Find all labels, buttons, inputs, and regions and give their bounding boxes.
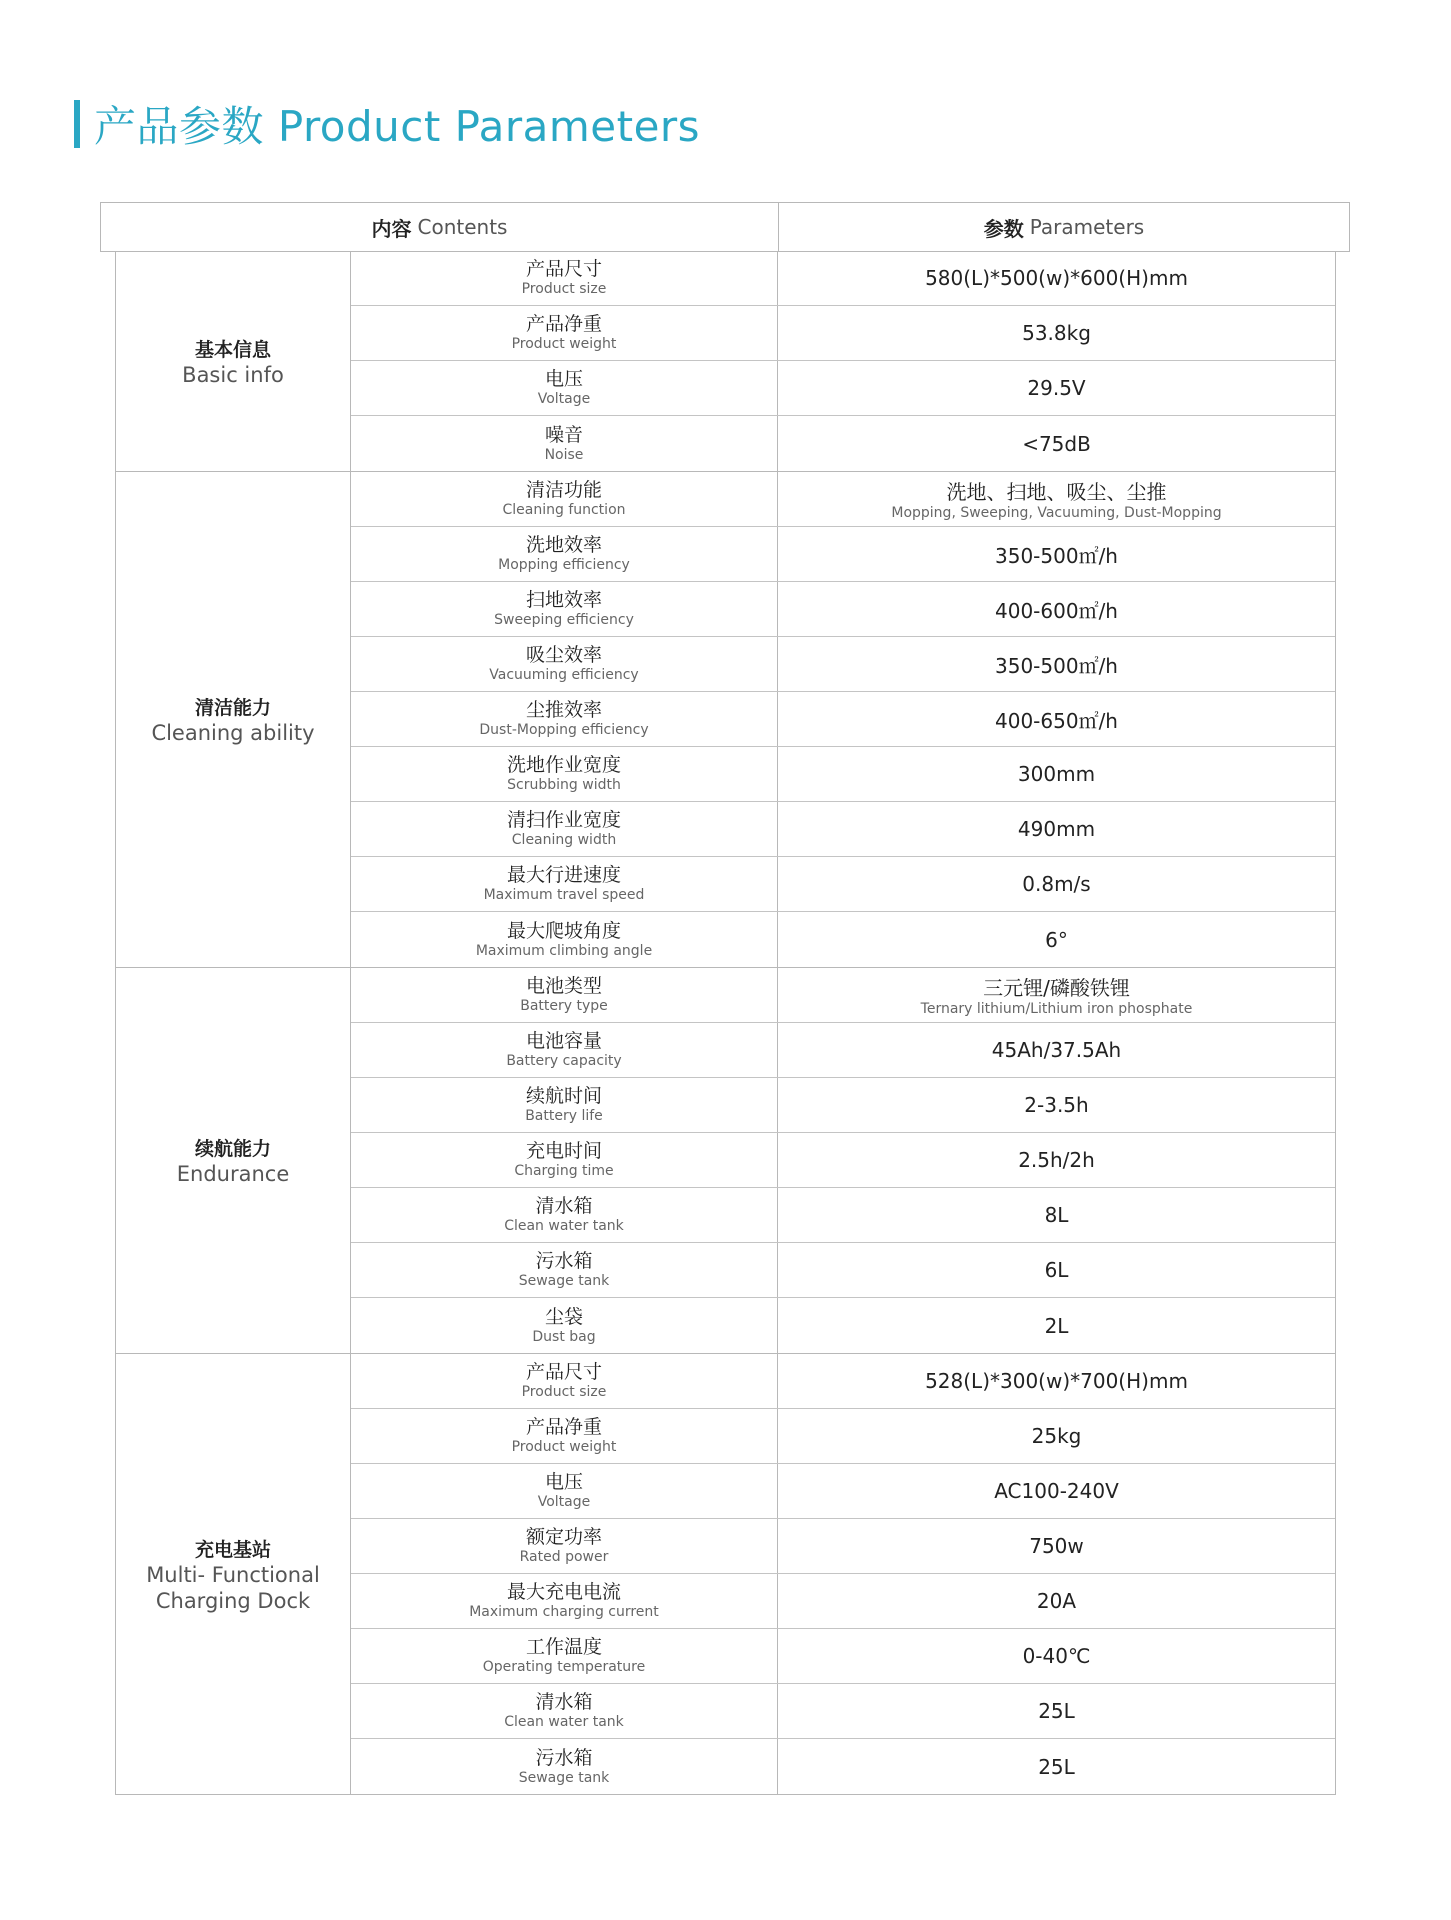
table-row — [351, 1684, 1335, 1739]
param-value — [778, 1574, 1335, 1628]
param-value-main: 580(L)*500(w)*600(H)mm — [925, 266, 1188, 290]
param-name-en: Sewage tank — [518, 1273, 610, 1289]
table-row — [351, 1188, 1335, 1243]
param-name-cn: 充电时间 — [525, 1140, 602, 1162]
param-name-cn: 尘袋 — [544, 1305, 583, 1328]
param-name-cn: 尘推效率 — [525, 699, 602, 721]
param-value — [778, 1188, 1335, 1242]
param-name-cn: 清水箱 — [535, 1195, 593, 1217]
param-name-cn: 清扫作业宽度 — [506, 809, 621, 831]
param-name-cn: 洗地作业宽度 — [506, 754, 621, 776]
param-value-sub: Mopping, Sweeping, Vacuuming, Dust-Mopping — [891, 505, 1222, 521]
table-row — [351, 1078, 1335, 1133]
param-name-en: Dust bag — [532, 1328, 596, 1345]
param-value — [778, 1354, 1335, 1408]
table-row — [351, 527, 1335, 582]
table-row — [351, 1629, 1335, 1684]
param-value-main: 0-40℃ — [1022, 1644, 1091, 1668]
param-name-en: Product weight — [511, 336, 617, 352]
param-name — [351, 1739, 778, 1794]
table-row — [351, 251, 1335, 306]
title-text: 产品参数 Product Parameters — [94, 102, 701, 151]
param-name — [351, 361, 778, 415]
param-name-cn: 扫地效率 — [525, 589, 602, 611]
param-name-cn: 污水箱 — [535, 1746, 593, 1769]
param-value — [778, 1023, 1335, 1077]
page-title — [74, 98, 700, 150]
table-row — [351, 1243, 1335, 1298]
param-name — [351, 1298, 778, 1353]
table-row — [351, 1519, 1335, 1574]
param-name — [351, 968, 778, 1022]
param-name-cn: 产品尺寸 — [525, 258, 602, 280]
param-name-cn: 最大爬坡角度 — [506, 919, 621, 942]
param-name-cn: 电池容量 — [525, 1030, 602, 1052]
param-name — [351, 1023, 778, 1077]
table-header — [100, 202, 1350, 252]
table-row — [351, 747, 1335, 802]
param-name — [351, 527, 778, 581]
param-value — [778, 361, 1335, 415]
param-name-cn: 工作温度 — [525, 1636, 602, 1658]
table-group — [116, 1354, 1335, 1795]
param-value — [778, 251, 1335, 305]
title-accent-bar — [74, 100, 80, 148]
param-name-en: Charging time — [514, 1163, 614, 1179]
param-name-en: Rated power — [519, 1549, 609, 1565]
table-row — [351, 361, 1335, 416]
param-name — [351, 1464, 778, 1518]
table-row — [351, 1354, 1335, 1409]
param-name-cn: 吸尘效率 — [525, 644, 602, 666]
param-value-main: AC100-240V — [994, 1479, 1119, 1503]
group-label-en: Basic info — [182, 362, 284, 387]
param-name-en: Mopping efficiency — [498, 557, 630, 573]
param-value — [778, 1684, 1335, 1738]
table-row — [351, 802, 1335, 857]
header-params-en: Parameters — [1029, 215, 1145, 239]
param-name-cn: 最大充电电流 — [506, 1581, 621, 1603]
header-params-cn: 参数 — [983, 216, 1024, 241]
param-value — [778, 802, 1335, 856]
param-value-main: 53.8kg — [1022, 321, 1091, 345]
param-value-main: 350-500㎡/h — [995, 653, 1118, 678]
param-name-cn: 洗地效率 — [525, 534, 602, 556]
param-value — [778, 857, 1335, 911]
param-name-cn: 电压 — [544, 1471, 583, 1493]
param-name-cn: 续航时间 — [525, 1085, 602, 1107]
param-name-en: Battery capacity — [506, 1053, 622, 1069]
group-label-en: Cleaning ability — [151, 721, 315, 745]
param-name-cn: 电池类型 — [525, 975, 602, 997]
param-value-main: 2L — [1044, 1313, 1069, 1338]
table-group — [116, 251, 1335, 472]
table-row — [351, 968, 1335, 1023]
group-label-cn: 清洁能力 — [194, 697, 271, 719]
param-value-main: 400-650㎡/h — [995, 708, 1118, 733]
param-value — [778, 1078, 1335, 1132]
group-label-cn: 基本信息 — [194, 338, 271, 361]
param-value — [778, 747, 1335, 801]
param-name-cn: 产品净重 — [525, 1416, 602, 1438]
param-name — [351, 416, 778, 471]
param-name — [351, 857, 778, 911]
table-row — [351, 1133, 1335, 1188]
param-value — [778, 582, 1335, 636]
param-value-main: 2.5h/2h — [1018, 1148, 1095, 1172]
param-value — [778, 527, 1335, 581]
param-value — [778, 306, 1335, 360]
param-name — [351, 251, 778, 305]
group-label — [116, 1354, 351, 1794]
param-name-cn: 最大行进速度 — [506, 864, 621, 886]
group-label — [116, 251, 351, 471]
param-name — [351, 582, 778, 636]
param-name-en: Noise — [544, 446, 584, 463]
table-row — [351, 1023, 1335, 1078]
param-value-main: 8L — [1044, 1203, 1069, 1227]
param-value-main: 0.8m/s — [1022, 872, 1091, 896]
table-row — [351, 1739, 1335, 1794]
param-name — [351, 1409, 778, 1463]
table-row — [351, 416, 1335, 471]
param-value-main: 6L — [1044, 1258, 1069, 1282]
param-name-en: Battery life — [525, 1108, 603, 1124]
param-name — [351, 802, 778, 856]
table-row — [351, 692, 1335, 747]
group-label-cn: 续航能力 — [194, 1138, 271, 1160]
table-row — [351, 472, 1335, 527]
param-name-cn: 清水箱 — [535, 1691, 593, 1713]
param-name — [351, 472, 778, 526]
parameters-table — [115, 251, 1336, 1795]
param-name-cn: 清洁功能 — [525, 479, 602, 501]
param-name-cn: 产品净重 — [525, 313, 602, 335]
param-value-main: 2-3.5h — [1024, 1093, 1089, 1117]
header-parameters — [779, 203, 1349, 251]
param-value — [778, 1298, 1335, 1353]
param-value-main: 300mm — [1017, 762, 1096, 786]
table-row — [351, 1464, 1335, 1519]
param-value — [778, 1243, 1335, 1297]
param-name-en: Product size — [521, 1384, 607, 1400]
param-value-main: 25L — [1038, 1699, 1075, 1723]
param-value-main: 20A — [1036, 1589, 1077, 1613]
param-name — [351, 1133, 778, 1187]
table-row — [351, 1298, 1335, 1353]
param-value — [778, 912, 1335, 967]
table-group — [116, 472, 1335, 968]
group-label-en: Endurance — [176, 1162, 290, 1186]
param-name-cn: 污水箱 — [535, 1250, 593, 1272]
param-name-en: Cleaning width — [511, 832, 617, 848]
group-label — [116, 968, 351, 1353]
param-name-en: Vacuuming efficiency — [489, 667, 639, 683]
table-row — [351, 637, 1335, 692]
param-value — [778, 1133, 1335, 1187]
param-value — [778, 1739, 1335, 1794]
param-name-cn: 噪音 — [544, 423, 583, 446]
param-name-en: Maximum climbing angle — [475, 942, 653, 959]
param-value-main: 350-500㎡/h — [995, 543, 1118, 568]
param-value — [778, 472, 1335, 526]
table-row — [351, 912, 1335, 967]
param-value-main: 750w — [1029, 1534, 1084, 1558]
param-name — [351, 912, 778, 967]
table-row — [351, 1409, 1335, 1464]
param-value-main: 528(L)*300(w)*700(H)mm — [925, 1369, 1188, 1393]
param-name-en: Product size — [521, 281, 607, 297]
param-value — [778, 1519, 1335, 1573]
param-value-main: 三元锂/磷酸铁锂 — [983, 976, 1130, 1000]
param-name-en: Maximum travel speed — [483, 887, 645, 903]
param-value — [778, 1464, 1335, 1518]
table-row — [351, 582, 1335, 637]
param-name-en: Operating temperature — [482, 1659, 646, 1675]
param-value — [778, 968, 1335, 1022]
param-value-main: 45Ah/37.5Ah — [991, 1038, 1122, 1062]
param-name-en: Product weight — [511, 1439, 617, 1455]
param-value — [778, 1409, 1335, 1463]
param-name — [351, 1574, 778, 1628]
param-name — [351, 637, 778, 691]
param-name — [351, 1629, 778, 1683]
group-label-en: Multi- Functional Charging Dock — [146, 1562, 320, 1613]
param-value-main: 29.5V — [1027, 376, 1086, 400]
param-value-main: 6° — [1045, 927, 1068, 952]
param-name — [351, 747, 778, 801]
param-name — [351, 1519, 778, 1573]
param-value-main: <75dB — [1022, 431, 1091, 456]
header-contents — [101, 203, 779, 251]
header-contents-en: Contents — [417, 215, 508, 239]
param-name-cn: 额定功率 — [525, 1526, 602, 1548]
param-name-en: Cleaning function — [502, 502, 626, 518]
table-row — [351, 306, 1335, 361]
group-label — [116, 472, 351, 967]
param-value — [778, 1629, 1335, 1683]
param-value-main: 25kg — [1031, 1424, 1082, 1448]
param-name-en: Dust-Mopping efficiency — [479, 722, 649, 738]
param-name-en: Voltage — [537, 1494, 591, 1510]
param-name-en: Clean water tank — [504, 1714, 624, 1730]
param-name-en: Scrubbing width — [507, 777, 621, 793]
param-name-en: Maximum charging current — [469, 1604, 659, 1620]
table-row — [351, 1574, 1335, 1629]
param-name — [351, 1078, 778, 1132]
param-value-main: 25L — [1038, 1754, 1075, 1779]
param-value-main: 400-600㎡/h — [995, 598, 1118, 623]
param-name-en: Sweeping efficiency — [494, 612, 634, 628]
param-name — [351, 1188, 778, 1242]
table-row — [351, 857, 1335, 912]
param-name — [351, 1354, 778, 1408]
table-group — [116, 968, 1335, 1354]
param-name — [351, 1243, 778, 1297]
param-value — [778, 416, 1335, 471]
param-name — [351, 692, 778, 746]
param-name-en: Voltage — [537, 391, 591, 407]
param-value-main: 490mm — [1017, 817, 1096, 841]
param-name-cn: 产品尺寸 — [525, 1361, 602, 1383]
param-value — [778, 692, 1335, 746]
param-name — [351, 1684, 778, 1738]
param-name-en: Clean water tank — [504, 1218, 624, 1234]
param-value-main: 洗地、扫地、吸尘、尘推 — [946, 480, 1167, 504]
param-name-en: Battery type — [520, 998, 608, 1014]
header-contents-cn: 内容 — [371, 216, 412, 241]
param-value-sub: Ternary lithium/Lithium iron phosphate — [920, 1001, 1193, 1017]
param-name-en: Sewage tank — [518, 1769, 610, 1786]
group-label-cn: 充电基站 — [194, 1538, 271, 1561]
param-name — [351, 306, 778, 360]
param-value — [778, 637, 1335, 691]
param-name-cn: 电压 — [544, 368, 583, 390]
